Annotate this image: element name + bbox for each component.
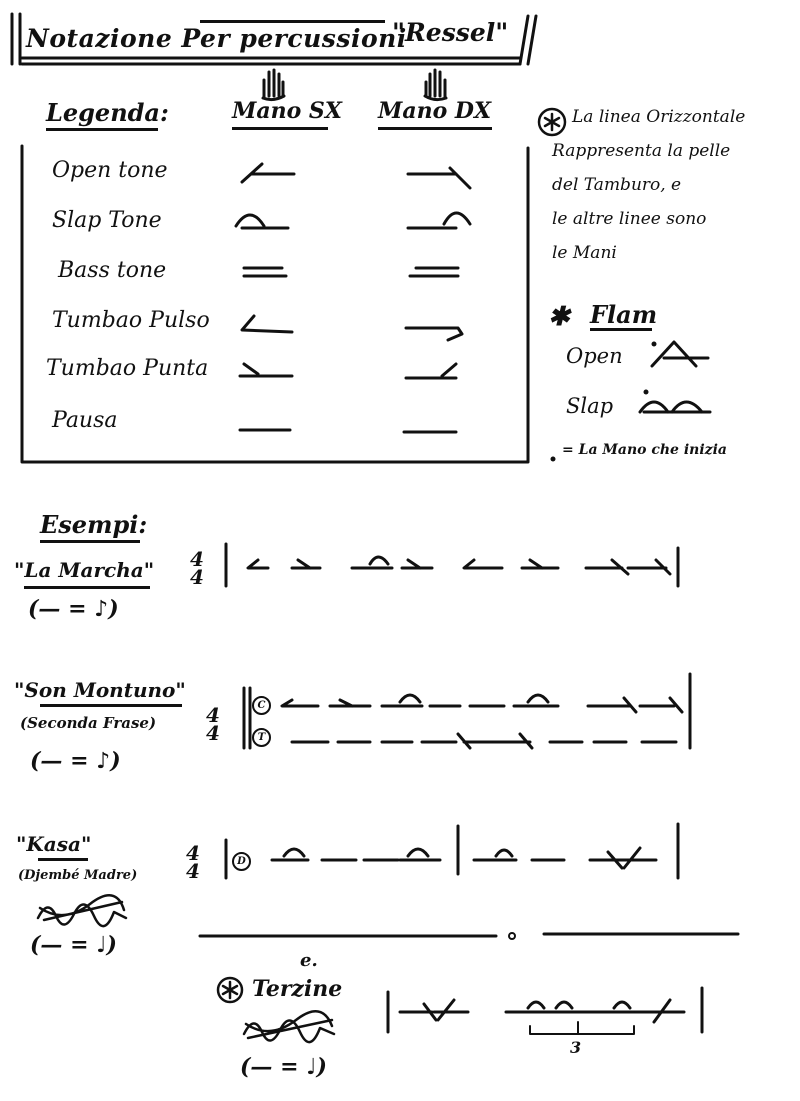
son-montuno-note: (— = ♪): [30, 748, 121, 774]
legend-row-label: Tumbao Punta: [46, 356, 209, 381]
flam-slap-icon: [634, 386, 724, 420]
kasa-title: "Kasa": [16, 832, 92, 856]
dot-icon: [548, 454, 558, 464]
tumbao-pulso-right-icon: [402, 310, 474, 340]
page-author: "Ressel": [392, 18, 509, 47]
pausa-right-icon: [402, 422, 462, 442]
son-montuno-rhythm: [232, 672, 702, 752]
marcha-time-signature: [190, 547, 204, 589]
kasa-rhythm: [212, 812, 692, 892]
kasa-underline: [38, 858, 88, 861]
flam-open-label: Open: [566, 344, 623, 368]
left-hand-icon: [258, 66, 288, 100]
son-montuno-underline: [40, 704, 182, 707]
terzine-note: (— = ♩): [240, 1054, 327, 1080]
legend-row-label: Open tone: [52, 158, 168, 183]
side-note: [552, 100, 792, 270]
time-sig-denominator: 4: [190, 565, 204, 589]
page-title: Notazione Per percussioni: [26, 24, 407, 53]
side-note-line: le Mani: [552, 243, 617, 263]
legend-row-label: Bass tone: [58, 258, 167, 283]
kasa-subtitle: (Djembé Madre): [18, 868, 138, 883]
son-montuno-time-signature: [206, 703, 220, 745]
slap-tone-left-icon: [232, 204, 292, 234]
conga-marker: C: [252, 696, 271, 715]
marcha-note: (— = ♪): [28, 596, 119, 622]
examples-underline: [40, 540, 140, 543]
bass-tone-left-icon: [242, 262, 302, 282]
flam-title: Flam: [590, 300, 658, 329]
asterisk-icon: ✱: [548, 302, 570, 332]
right-hand-header: Mano DX: [378, 98, 492, 124]
side-note-line: Rappresenta la pelle: [552, 141, 731, 161]
flam-slap-label: Slap: [566, 394, 614, 418]
marcha-rhythm: [212, 542, 692, 588]
left-hand-underline: [232, 127, 328, 130]
time-sig-denominator: 4: [186, 859, 200, 883]
side-note-line: del Tamburo, e: [552, 175, 682, 195]
slap-tone-right-icon: [404, 202, 476, 232]
time-sig-numerator: 4: [190, 547, 204, 571]
scribble-icon: [34, 896, 130, 926]
terzine-title: Terzine: [252, 976, 343, 1002]
kasa-time-signature: [186, 841, 200, 883]
separator: [196, 926, 746, 942]
tumba-marker: T: [252, 728, 271, 747]
tumbao-punta-right-icon: [402, 358, 474, 388]
side-note-line: La linea Orizzontale: [572, 107, 746, 127]
time-sig-numerator: 4: [206, 703, 220, 727]
time-sig-denominator: 4: [206, 721, 220, 745]
legend-row-label: Slap Tone: [52, 208, 162, 233]
open-tone-right-icon: [404, 160, 476, 190]
right-hand-underline: [378, 127, 492, 130]
tumbao-pulso-left-icon: [238, 310, 298, 340]
left-hand-header: Mano SX: [232, 98, 342, 124]
scribble-icon: [240, 1012, 340, 1044]
tumbao-punta-left-icon: [238, 358, 298, 388]
son-montuno-title: "Son Montuno": [14, 678, 186, 702]
open-tone-left-icon: [238, 158, 298, 188]
time-sig-numerator: 4: [186, 841, 200, 865]
flam-footnote: = La Mano che inizia: [562, 442, 727, 458]
terzine-prefix: e.: [300, 950, 318, 971]
title-underline: [200, 20, 385, 23]
terzine-rhythm: [380, 986, 720, 1056]
legend-title-underline: [46, 128, 158, 131]
djembe-marker: D: [232, 852, 251, 871]
flam-underline: [590, 328, 652, 331]
legend-row-label: Tumbao Pulso: [52, 308, 210, 333]
son-montuno-subtitle: (Seconda Frase): [20, 714, 157, 732]
bass-tone-right-icon: [404, 262, 464, 282]
legend-row-label: Pausa: [52, 408, 118, 433]
legend-title: Legenda:: [46, 98, 169, 127]
side-note-line: le altre linee sono: [552, 209, 707, 229]
pausa-left-icon: [238, 418, 298, 438]
marcha-underline: [24, 586, 150, 589]
marcha-title: "La Marcha": [14, 558, 155, 582]
right-hand-icon: [420, 66, 450, 100]
examples-title: Esempi:: [40, 510, 148, 539]
kasa-note: (— = ♩): [30, 932, 117, 958]
triplet-number: 3: [570, 1038, 582, 1057]
asterisk-circle-icon: [216, 976, 246, 1006]
flam-open-icon: [646, 338, 716, 372]
